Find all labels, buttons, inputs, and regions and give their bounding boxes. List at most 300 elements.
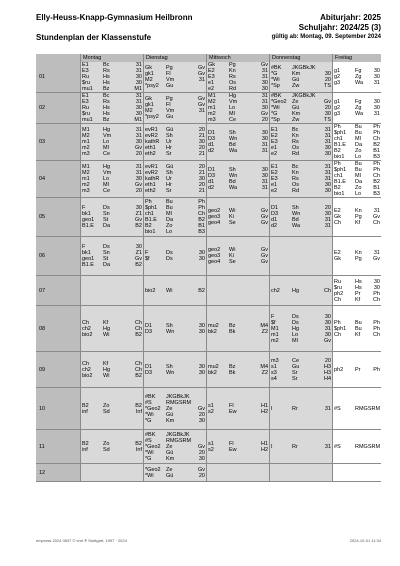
lesson-entry (333, 297, 381, 303)
lesson-teacher: Rd (229, 86, 237, 92)
lesson-subject: Ph (334, 161, 341, 167)
lesson-subject: *psy2 (145, 83, 159, 89)
lesson-subject: B2 (82, 440, 89, 447)
lesson-entry (207, 329, 269, 335)
timetable-cell (332, 352, 381, 388)
lesson-entry (81, 117, 143, 123)
lesson-teacher: Sh (166, 133, 173, 139)
timetable-cell (80, 430, 143, 464)
lesson-teacher: Wa (229, 185, 238, 191)
timetable-cell (206, 237, 269, 276)
lesson-subject: E2 (334, 250, 341, 256)
day-header: Dienstag (143, 54, 206, 62)
lesson-room: Ph (373, 167, 380, 173)
lesson-subject: *Wi (271, 77, 280, 83)
lesson-teacher: Vm (103, 170, 112, 176)
lesson-subject: e1 (271, 182, 278, 188)
lesson-subject: m2 (271, 337, 279, 344)
lesson-room: M4 (260, 363, 268, 370)
lesson-teacher: Hs (103, 80, 110, 86)
lesson-subject: B1.E (334, 142, 346, 148)
lesson-teacher: Zg (355, 74, 362, 80)
lesson-room: B3 (373, 154, 380, 160)
lesson-entry (81, 447, 143, 453)
lesson-teacher: Ce (229, 117, 237, 123)
lesson-room: 30 (135, 74, 142, 80)
lesson-room: 30 (324, 111, 331, 117)
lesson-entry (333, 220, 381, 226)
lesson-subject: Ph (145, 199, 152, 205)
lesson-teacher: Sh (229, 130, 236, 136)
lesson-subject: eth1 (145, 145, 156, 151)
timetable-cell (332, 124, 381, 161)
page-title: Stundenplan der Klassenstufe (36, 33, 152, 42)
lesson-teacher: Bu (166, 199, 173, 205)
lesson-room: B1 (373, 185, 380, 191)
lesson-subject: #S (334, 443, 341, 450)
period-number: 04 (39, 176, 46, 182)
lesson-room: 20 (198, 164, 205, 170)
lesson-teacher: Wi (103, 372, 110, 379)
lesson-subject: *G (271, 71, 278, 77)
lesson-room: 31 (324, 443, 331, 450)
lesson-subject: Gk (145, 65, 153, 71)
lesson-entry (144, 418, 206, 424)
lesson-teacher: Gu (292, 363, 300, 370)
lesson-subject: s1 (208, 402, 214, 409)
lesson-subject: evR2 (145, 170, 158, 176)
lesson-teacher: Gü (292, 77, 300, 83)
lesson-teacher: Ml (229, 111, 235, 117)
lesson-subject: e2 (271, 151, 278, 157)
lesson-room: Ch (134, 366, 142, 373)
timetable-cell (269, 352, 332, 388)
lesson-room: 30 (135, 139, 142, 145)
lesson-subject: *G (145, 417, 152, 424)
lesson-entry (81, 188, 143, 194)
lesson-teacher: Lo (229, 105, 236, 111)
lesson-room: 30 (324, 331, 331, 338)
lesson-room: H1 (260, 402, 268, 409)
timetable-cell (332, 93, 381, 124)
lesson-teacher: Rs (292, 139, 299, 145)
lesson-teacher: Lo (103, 139, 110, 145)
timetable-cell (269, 388, 332, 430)
timetable-cell (206, 93, 269, 124)
lesson-room: B2 (135, 262, 142, 268)
lesson-subject: g2 (334, 74, 341, 80)
lesson-room: B2 (373, 142, 380, 148)
lesson-teacher: Ew (229, 408, 237, 415)
lesson-entry (333, 256, 381, 262)
lesson-teacher: Bk (229, 369, 236, 376)
lesson-room: H4 (323, 375, 331, 382)
timetable-cell (80, 161, 143, 198)
timetable-cell (206, 430, 269, 464)
lesson-room: Ph (198, 199, 205, 205)
lesson-room: 31 (324, 176, 331, 182)
lesson-subject: E2 (208, 68, 215, 74)
lesson-room: 21 (198, 188, 205, 194)
lesson-room: 30 (373, 99, 380, 105)
lesson-room: 30 (373, 74, 380, 80)
lesson-subject: *Wi (145, 472, 154, 479)
lesson-room: 30 (261, 80, 268, 86)
lesson-room: 30 (135, 244, 142, 250)
lesson-entry (144, 256, 206, 262)
lesson-room: 31 (261, 148, 268, 154)
period-number: 11 (39, 443, 45, 450)
lesson-entry (207, 447, 269, 453)
lesson-room: Gv (197, 466, 205, 473)
period-number: 12 (39, 469, 46, 476)
lesson-subject: bio2 (82, 372, 93, 379)
lesson-teacher: Zo (103, 402, 110, 409)
lesson-room: 30 (261, 136, 268, 142)
period-number: 06 (39, 253, 46, 259)
lesson-subject: s1 (271, 363, 277, 370)
lesson-subject: m3 (82, 151, 90, 157)
lesson-room: M1 (134, 86, 142, 92)
lesson-teacher: Vm (166, 108, 175, 114)
timetable-cell (80, 124, 143, 161)
lesson-subject: d2 (208, 148, 215, 154)
lesson-teacher: Hs (355, 278, 362, 285)
lesson-teacher: JKGBkJK (166, 393, 190, 400)
lesson-teacher: Fl (166, 102, 171, 108)
lesson-teacher: JKGBkJK (166, 431, 190, 438)
lesson-room: 30 (198, 250, 205, 256)
lesson-subject: d2 (271, 223, 278, 229)
timetable-cell (332, 198, 381, 237)
lesson-subject: d2 (208, 185, 215, 191)
lesson-room: 31 (324, 164, 331, 170)
lesson-teacher: Rd (292, 188, 300, 194)
lesson-subject: bk1 (82, 211, 91, 217)
lesson-teacher: Ce (103, 188, 111, 194)
lesson-room: B2 (135, 440, 142, 447)
lesson-teacher: Bz (229, 322, 236, 329)
lesson-room: Ch (372, 296, 380, 303)
lesson-subject: F (145, 250, 149, 256)
lesson-teacher: Rs (229, 74, 236, 80)
lesson-room: Gv (260, 259, 268, 265)
lesson-room: 31 (373, 111, 380, 117)
lesson-room: 31 (135, 164, 142, 170)
period-label (36, 464, 80, 482)
lesson-room: Gv (197, 96, 205, 102)
lesson-teacher: Zo (355, 148, 362, 154)
lesson-room: 31 (261, 74, 268, 80)
lesson-subject: g3 (334, 80, 341, 86)
lesson-subject: $ph1 (334, 167, 347, 173)
lesson-teacher: Hg (103, 127, 111, 133)
lesson-teacher: Wn (229, 173, 238, 179)
lesson-teacher: Rs (103, 68, 110, 74)
lesson-subject: e1 (208, 80, 215, 86)
lesson-subject: $f (145, 256, 150, 262)
lesson-room: 30 (261, 130, 268, 136)
lesson-teacher: Rs (103, 99, 110, 105)
lesson-teacher: Bz (103, 117, 110, 123)
lesson-room: 31 (135, 127, 142, 133)
lesson-subject: M1 (208, 93, 216, 99)
lesson-room: H2 (260, 446, 268, 453)
lesson-room: 31 (135, 99, 142, 105)
lesson-subject: Gk (334, 214, 342, 220)
timetable-cell (143, 464, 206, 482)
lesson-teacher: Bd (229, 142, 236, 148)
lesson-subject: ph2 (334, 366, 344, 373)
lesson-room: H3 (323, 369, 331, 376)
lesson-room: Ph (373, 124, 380, 130)
lesson-subject: m2 (208, 111, 216, 117)
lesson-teacher: Sn (103, 250, 110, 256)
lesson-subject: D1 (145, 363, 153, 370)
timetable-cell (332, 237, 381, 276)
lesson-room: 31 (324, 139, 331, 145)
lesson-room: Ch (372, 136, 380, 142)
lesson-subject: E1 (82, 62, 89, 68)
lesson-entry (81, 332, 143, 338)
lesson-subject: s3 (271, 369, 277, 376)
lesson-teacher: Kf (103, 319, 109, 326)
lesson-room: M4 (260, 322, 268, 329)
timetable-cell (332, 161, 381, 198)
lesson-teacher: Vm (229, 99, 238, 105)
lesson-teacher: Gü (166, 449, 174, 456)
lesson-subject: ch2 (82, 325, 91, 332)
timetable-cell (269, 237, 332, 276)
lesson-teacher: Wa (292, 223, 301, 229)
lesson-teacher: Bc (103, 93, 110, 99)
lesson-teacher: Sh (229, 167, 236, 173)
lesson-subject: F (82, 205, 86, 211)
lesson-room: B1 (373, 148, 380, 154)
lesson-subject: d1 (271, 217, 278, 223)
school-year: Schuljahr: 2024/25 (3) (298, 23, 381, 32)
lesson-entry (144, 83, 206, 89)
lesson-room: Gv (260, 62, 268, 68)
lesson-room: 20 (198, 449, 205, 456)
lesson-room: 21 (198, 133, 205, 139)
period-label (36, 352, 80, 388)
lesson-teacher: Ew (229, 446, 237, 453)
lesson-subject: M2 (145, 108, 153, 114)
lesson-room: Gv (197, 71, 205, 77)
lesson-teacher: Fl (229, 402, 234, 409)
lesson-teacher: Fl (166, 71, 171, 77)
lesson-teacher: Wa (355, 111, 364, 117)
lesson-entry (333, 191, 381, 197)
lesson-teacher: Km (166, 417, 175, 424)
lesson-room: B1 (198, 223, 205, 229)
lesson-room: Ch (372, 173, 380, 179)
lesson-room: Gv (134, 182, 142, 188)
lesson-entry (270, 223, 332, 229)
period-label (36, 198, 80, 237)
lesson-teacher: Gü (292, 105, 300, 111)
timetable-cell (206, 388, 269, 430)
lesson-room: Ph (373, 319, 380, 326)
lesson-teacher: Sr (166, 188, 172, 194)
lesson-subject: $ph1 (334, 325, 347, 332)
lesson-room: 31 (373, 208, 380, 214)
timetable-cell (332, 306, 381, 352)
lesson-teacher: Hs (103, 74, 110, 80)
timetable-cell (80, 276, 143, 306)
lesson-teacher: Lo (355, 154, 362, 160)
lesson-room: 30 (135, 80, 142, 86)
lesson-room: 20 (261, 117, 268, 123)
timetable-cell (206, 62, 269, 93)
period-label (36, 237, 80, 276)
lesson-entry (270, 338, 332, 344)
lesson-entry (333, 332, 381, 338)
lesson-subject: bk1 (82, 250, 91, 256)
timetable-cell (269, 276, 332, 306)
lesson-room: Gv (260, 247, 268, 253)
timetable-cell (269, 430, 332, 464)
timetable-cell (332, 388, 381, 430)
lesson-room: B2 (135, 372, 142, 379)
footer-left: empross 2024 0837 © cmt ® Stuttgart, 1997 · 2024 (36, 538, 127, 543)
lesson-subject: m2 (82, 145, 90, 151)
lesson-room: M1 (134, 117, 142, 123)
lesson-subject: $ph1 (334, 130, 347, 136)
lesson-subject: ch1 (145, 211, 154, 217)
lesson-room: Gv (260, 111, 268, 117)
timetable-cell (206, 306, 269, 352)
lesson-subject: I (271, 443, 273, 450)
lesson-subject: s1 (208, 440, 214, 447)
timetable-cell (269, 62, 332, 93)
lesson-room: 31 (324, 217, 331, 223)
lesson-room: 30 (261, 167, 268, 173)
lesson-subject: m2 (82, 182, 90, 188)
lesson-subject: E1 (271, 164, 278, 170)
lesson-room: TS (323, 83, 331, 89)
lesson-teacher: Kf (355, 296, 361, 303)
lesson-subject: ch2 (271, 287, 280, 294)
lesson-entry (144, 473, 206, 479)
lesson-subject: bio2 (82, 331, 93, 338)
lesson-room: 30 (198, 455, 205, 462)
lesson-subject: d1 (208, 179, 215, 185)
lesson-subject: m1 (271, 331, 279, 338)
lesson-room: 30 (261, 86, 268, 92)
lesson-teacher: JKGBkJK (292, 93, 316, 99)
lesson-subject: *Wi (145, 449, 154, 456)
timetable-cell (269, 124, 332, 161)
lesson-subject: B1.E (82, 262, 94, 268)
lesson-room: 30 (324, 319, 331, 326)
lesson-subject: Ph (334, 319, 341, 326)
lesson-teacher: Ki (229, 253, 234, 259)
lesson-room: 30 (324, 182, 331, 188)
lesson-subject: E2 (271, 170, 278, 176)
lesson-teacher: Os (292, 145, 300, 151)
lesson-teacher: Wn (166, 369, 175, 376)
lesson-subject: Ch (334, 296, 342, 303)
lesson-teacher: Hg (292, 325, 300, 332)
lesson-subject: g2 (334, 105, 341, 111)
lesson-subject: E3 (271, 176, 278, 182)
lesson-entry (144, 114, 206, 120)
lesson-teacher: Rd (292, 151, 300, 157)
lesson-room: TS (323, 117, 331, 123)
timetable-cell (332, 276, 381, 306)
lesson-subject: geo1 (82, 256, 95, 262)
lesson-subject: mu1 (82, 86, 93, 92)
lesson-entry (333, 444, 381, 450)
lesson-teacher: Sr (292, 369, 298, 376)
lesson-room: Ph (198, 205, 205, 211)
lesson-subject: Gk (208, 62, 216, 68)
lesson-subject: g1 (334, 99, 341, 105)
lesson-room: 31 (324, 170, 331, 176)
lesson-room: 21 (198, 170, 205, 176)
lesson-teacher: Bz (229, 363, 236, 370)
lesson-subject: #S (145, 437, 152, 444)
lesson-entry (333, 406, 381, 412)
lesson-room: Ch (134, 319, 142, 326)
period-number: 08 (39, 325, 46, 332)
lesson-subject: #BK (271, 65, 282, 71)
lesson-teacher: Da (355, 142, 363, 148)
lesson-entry (81, 373, 143, 379)
lesson-subject: s2 (208, 446, 214, 453)
lesson-room: B3 (373, 191, 380, 197)
lesson-subject: B2 (82, 402, 89, 409)
lesson-teacher: Hs (355, 284, 362, 291)
lesson-teacher: Zo (103, 440, 110, 447)
period-label (36, 430, 80, 464)
lesson-teacher: Bk (229, 328, 236, 335)
lesson-entry (207, 185, 269, 191)
timetable-cell (143, 161, 206, 198)
lesson-subject: I (271, 405, 273, 412)
lesson-teacher: Hs (103, 105, 110, 111)
lesson-entry (270, 188, 332, 194)
lesson-subject: *Geo2 (145, 405, 161, 412)
lesson-room: 31 (135, 93, 142, 99)
lesson-subject: eth2 (145, 188, 156, 194)
lesson-teacher: Da (166, 217, 174, 223)
lesson-subject: E2 (334, 208, 341, 214)
lesson-subject: geo2 (208, 208, 221, 214)
lesson-subject: bk2 (208, 328, 217, 335)
lesson-subject: *G (145, 455, 152, 462)
lesson-subject: *Geo2 (271, 99, 287, 105)
lesson-room: 30 (198, 256, 205, 262)
lesson-subject: *Wi (271, 105, 280, 111)
timetable-cell (269, 198, 332, 237)
lesson-teacher: JKGBkJK (292, 65, 316, 71)
lesson-entry (207, 409, 269, 415)
lesson-entry (81, 223, 143, 229)
lesson-entry (81, 262, 143, 268)
lesson-teacher: Hr (166, 145, 172, 151)
lesson-teacher: Se (229, 259, 236, 265)
lesson-teacher: Ml (103, 145, 109, 151)
lesson-subject: m1 (208, 105, 216, 111)
lesson-subject: geo3 (208, 214, 221, 220)
lesson-room: Z2 (261, 328, 268, 335)
lesson-room: Ch (197, 211, 205, 217)
lesson-teacher: Ce (103, 151, 111, 157)
lesson-room: 30 (198, 328, 205, 335)
